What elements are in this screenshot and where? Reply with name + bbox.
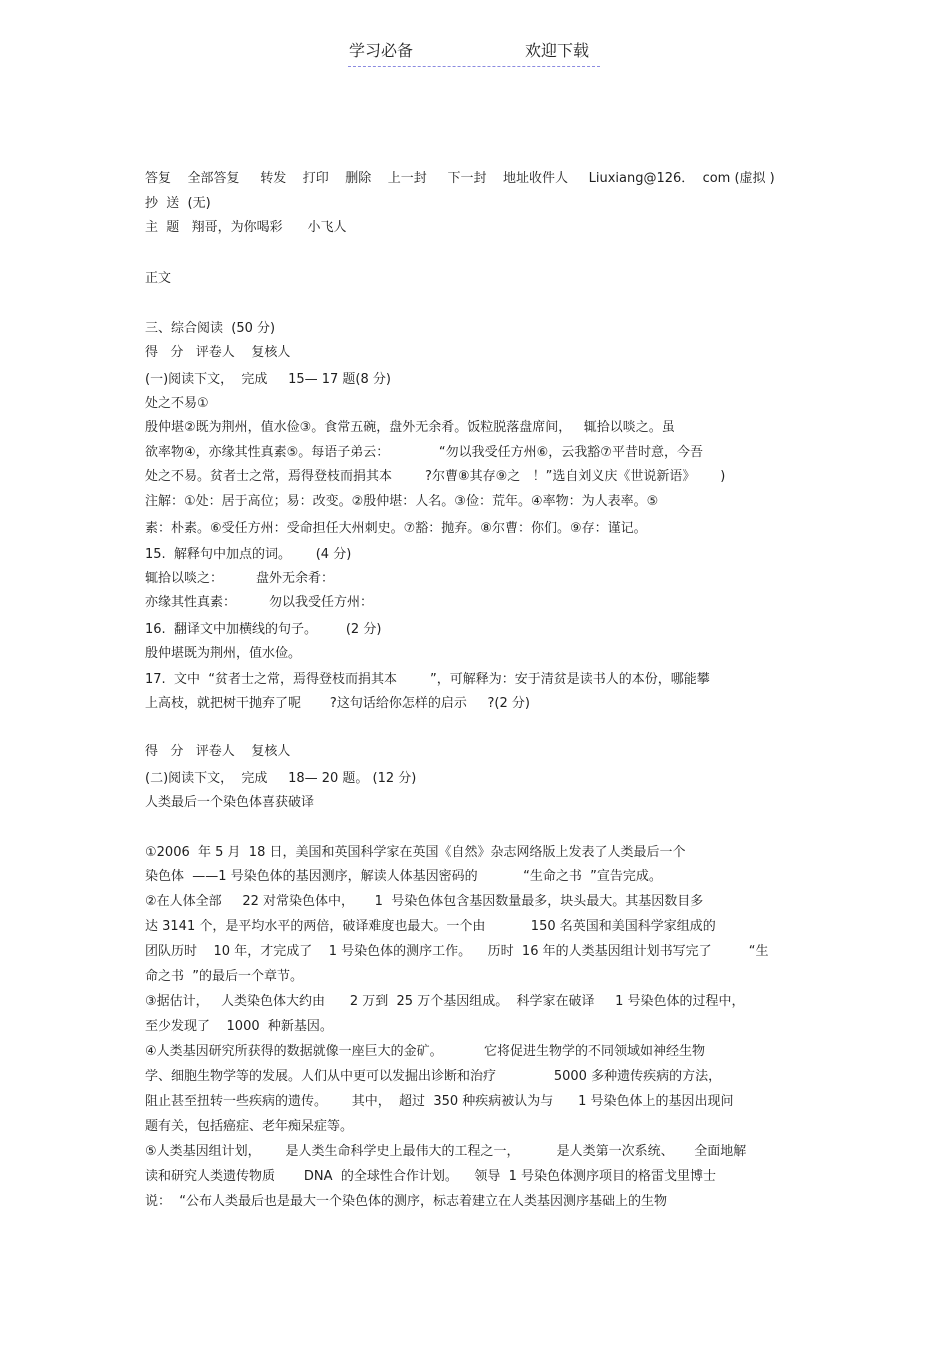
- passage-line: ①2006 年 5 月 18 日，美国和英国科学家在英国《自然》杂志网络版上发表了人类最后一个: [145, 845, 686, 860]
- passage-line: 至少发现了 1000 种新基因。: [145, 1019, 333, 1034]
- passage-line: ③据估计， 人类染色体大约由 2 万到 25 万个基因组成。 科学家在破译 1 号染色体的过程中，: [145, 994, 745, 1009]
- passage-line: 团队历时 10 年，才完成了 1 号染色体的测序工作。 历时 16 年的人类基因组计划书写完了 “生: [145, 944, 769, 959]
- question-16: 16. 翻译文中加横线的句子。 (2 分): [145, 622, 382, 637]
- cc-line: 抄 送 (无): [145, 196, 211, 211]
- passage-line: ②在人体全部 22 对常染色体中， 1 号染色体包含基因数量最多，块头最大。其基因数目多: [145, 894, 704, 909]
- notes-line: 素：朴素。⑥受任方州：受命担任大州刺史。⑦豁：抛弃。⑧尔曹：你们。⑨存：谨记。: [145, 521, 647, 536]
- question-line: 辄拾以啖之： 盘外无余肴：: [145, 571, 335, 586]
- question-line: 亦缘其性真素： 勿以我受任方州：: [145, 595, 374, 610]
- passage-line: 阻止甚至扭转一些疾病的遗传。 其中， 超过 350 种疾病被认为与 1 号染色体上的基因出现问: [145, 1094, 734, 1109]
- part-two-heading: (二)阅读下文， 完成 18— 20 题。 (12 分): [145, 771, 417, 786]
- part-one-heading: (一)阅读下文， 完成 15— 17 题(8 分): [145, 372, 391, 387]
- passage-line: 题有关，包括癌症、老年痴呆症等。: [145, 1119, 354, 1134]
- header-left-text: 学习必备: [349, 41, 414, 60]
- subject-line: 主 题 翔哥，为你喝彩 小飞人: [145, 220, 347, 235]
- question-line: 殷仲堪既为荆州，值水俭。: [145, 646, 302, 661]
- passage-line: 命之书 ”的最后一个章节。: [145, 969, 303, 984]
- body-label: 正文: [145, 271, 172, 286]
- question-line: 上高枝，就把树干抛弃了呢 ?这句话给你怎样的启示 ?(2 分): [145, 696, 530, 711]
- section-heading: 三、综合阅读 (50 分): [145, 321, 276, 336]
- passage-line: 殷仲堪②既为荆州，值水俭③。食常五碗，盘外无余肴。饭粒脱落盘席间， 辄拾以啖之。虽: [145, 420, 675, 435]
- passage-line: 染色体 ——1 号染色体的基因测序，解读人体基因密码的 “生命之书 ”宣告完成。: [145, 869, 662, 884]
- score-row: 得 分 评卷人 复核人: [145, 744, 291, 759]
- mail-toolbar-line: 答复 全部答复 转发 打印 删除 上一封 下一封 地址收件人 Liuxiang@126． com (虚拟 ): [145, 171, 775, 186]
- passage-line: ⑤人类基因组计划， 是人类生命科学史上最伟大的工程之一， 是人类第一次系统、 全面地解: [145, 1144, 747, 1159]
- passage-line: 达 3141 个，是平均水平的两倍，破译难度也最大。一个由 150 名英国和美国科学家组成的: [145, 919, 716, 934]
- passage-line: ④人类基因研究所获得的数据就像一座巨大的金矿。 它将促进生物学的不同领域如神经生物: [145, 1044, 705, 1059]
- passage-line: 处之不易。贫者士之常，焉得登枝而捐其本 ?尔曹⑧其存⑨之 ！”选自刘义庆《世说新语》 ): [145, 469, 726, 484]
- question-17: 17. 文中 “贫者士之常，焉得登枝而捐其本 ”，可解释为：安于清贫是读书人的本份，哪能攀: [145, 672, 710, 687]
- passage-line: 说： “公布人类最后也是最大一个染色体的测序，标志着建立在人类基因测序基础上的生物: [145, 1194, 668, 1209]
- passage-title: 处之不易①: [145, 396, 209, 411]
- page-header: [348, 40, 600, 67]
- passage-line: 读和研究人类遗传物质 DNA 的全球性合作计划。 领导 1 号染色体测序项目的格雷戈里博士: [145, 1169, 717, 1184]
- passage-line: 欲率物④，亦缘其性真素⑤。每语子弟云： “勿以我受任方州⑥，云我豁⑦平昔时意，今吾: [145, 445, 703, 460]
- question-15: 15. 解释句中加点的词。 (4 分): [145, 547, 352, 562]
- header-right-text: 欢迎下载: [525, 41, 590, 60]
- passage-title: 人类最后一个染色体喜获破译: [145, 795, 315, 810]
- passage-line: 学、细胞生物学等的发展。人们从中更可以发掘出诊断和治疗 5000 多种遗传疾病的方法，: [145, 1069, 722, 1084]
- notes-line: 注解：①处：居于高位；易：改变。②殷仲堪：人名。③俭：荒年。④率物：为人表率。⑤: [145, 494, 659, 509]
- score-row: 得 分 评卷人 复核人: [145, 345, 291, 360]
